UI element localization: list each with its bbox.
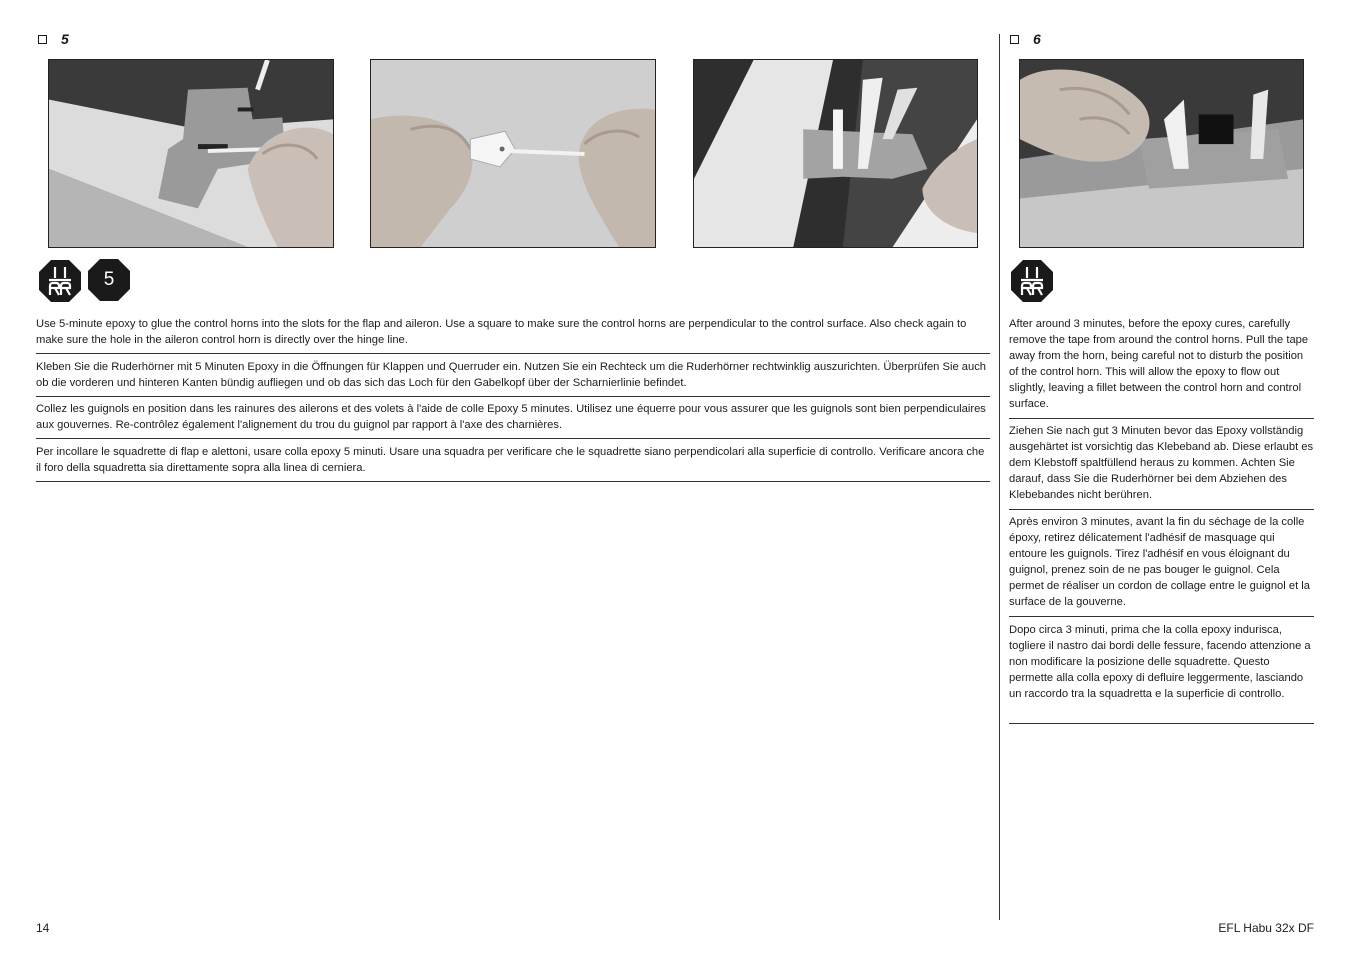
- step-6-text-english: After around 3 minutes, before the epoxy cures, carefully remove the tape from around the control horns. Pull the tape away from the horn, being careful not to disturb the position of the control horn. This will allow the epoxy to flow out slightly, leaving a fillet between the control horn and control surface.: [1009, 316, 1314, 419]
- step-5-number: 5: [61, 31, 69, 47]
- column-divider: [999, 34, 1000, 920]
- step-5-text-german: Kleben Sie die Ruderhörner mit 5 Minuten Epoxy in die Öffnungen für Klappen und Querruder ein. Nutzen Sie ein Rechteck um die Ruderhörner rechtwinklig auszurichten. Überprüfen Sie auch ob die vorderen und hinteren Kanten bündig aufliegen und ob das sich das Loch für den Gabelkopf über der Scharnierlinie befindet.: [36, 359, 990, 397]
- step-5-text-french: Collez les guignols en position dans les rainures des ailerons et des volets à l'aide de colle Epoxy 5 minutes. Utilisez une équerre pour vous assurer que les guignols sont bien perpendiculaires aux gouvernes. Re-contrôlez également l'alignement du trou du guignol par rapport à l'axe des charnières.: [36, 401, 990, 439]
- step-6-text-italian: Dopo circa 3 minuti, prima che la colla epoxy indurisca, togliere il nastro dai bordi delle fessure, facendo attenzione a non modificare la posizione delle squadrette. Questo permette alla colla epoxy di defluire leggermente, lasciando un raccordo tra la squadretta e la superficie di controllo.: [1009, 622, 1314, 724]
- page-number: 14: [36, 921, 50, 935]
- step-5-checkbox[interactable]: [38, 35, 47, 44]
- product-name: EFL Habu 32x DF: [1218, 921, 1314, 935]
- step-5-text-english: Use 5-minute epoxy to glue the control horns into the slots for the flap and aileron. Use a square to make sure the control horns are perpendicular to the control surface. Also check again to make sure the hole in the aileron control horn is directly over the hinge line.: [36, 316, 990, 354]
- photo-removing-tape: [1019, 59, 1304, 248]
- minutes-badge-number: 5: [103, 269, 115, 290]
- photo-horns-on-wing: [693, 59, 978, 248]
- step-5-header: [38, 30, 69, 48]
- step-6-text-french: Après environ 3 minutes, avant la fin du séchage de la colle époxy, retirez délicatement l'adhésif de masquage qui entoure les guignols. Tirez l'adhésif en vous éloignant du guignol, prenez soin de ne pas bouger le guignol. Cela permet de réaliser un cordon de collage entre le guignol et la surface de la gouverne.: [1009, 514, 1314, 617]
- step-6-header: [1010, 30, 1041, 48]
- step-6-text-german: Ziehen Sie nach gut 3 Minuten bevor das Epoxy vollständig ausgehärtet ist vorsichtig das Klebeband ab. Diese erlaubt es dem Klebstoff spaltfüllend heraus zu kommen. Achten Sie darauf, dass Sie die Ruderhörner bei dem Abziehen des Klebebandes nicht berühren.: [1009, 423, 1314, 510]
- step-5-text-italian: Per incollare le squadrette di flap e alettoni, usare colla epoxy 5 minuti. Usare una squadra per verificare che le squadrette siano perpendicolari alla superficie di controllo. Verificare ancora che il foro della squadretta sia direttamente sopra alla linea di cerniera.: [36, 444, 990, 482]
- photo-holding-horn: [370, 59, 656, 248]
- step-6-checkbox[interactable]: [1010, 35, 1019, 44]
- minutes-badge-icon: [87, 258, 131, 302]
- step-6-number: 6: [1033, 31, 1041, 47]
- photo-taping-horn: [48, 59, 334, 248]
- epoxy-tool-icon: [38, 259, 82, 303]
- epoxy-tool-icon-step-6: [1010, 259, 1054, 303]
